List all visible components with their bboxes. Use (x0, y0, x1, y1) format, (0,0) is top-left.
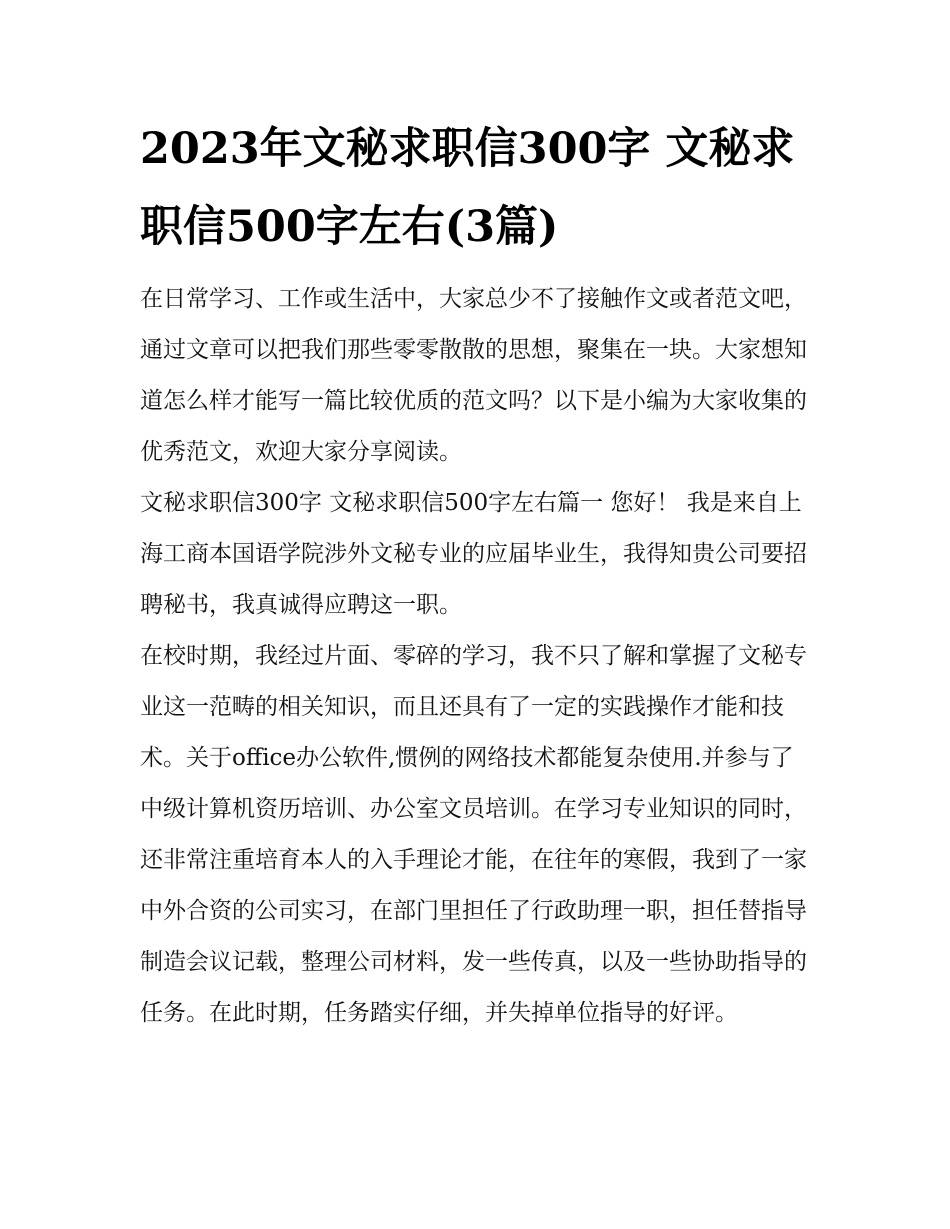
document-body (140, 110, 812, 1039)
school-experience-paragraph: 在校时期，我经过片面、零碎的学习，我不只了解和掌握了文秘专业这一范畴的相关知识，而且还具有了一定的实践操作才能和技术。关于office办公软件,惯例的网络技术都能复杂使用.并参与了中级计算机资历培训、办公室文员培训。在学习专业知识的同时，还非常注重培育本人的入手理论才能，在往年的寒假，我到了一家中外合资的公司实习，在部门里担任了行政助理一职，担任替指导制造会议记载，整理公司材料，发一些传真，以及一些协助指导的任务。在此时期，任务踏实仔细，并失掉单位指导的好评。 (140, 643, 807, 1026)
letter-opening-paragraph: 文秘求职信300字 文秘求职信500字左右篇一 您好！ 我是来自上海工商本国语学院涉外文秘专业的应届毕业生，我得知贵公司要招聘秘书，我真诚得应聘这一职。 (140, 490, 807, 618)
intro-paragraph: 在日常学习、工作或生活中，大家总少不了接触作文或者范文吧，通过文章可以把我们那些零零散散的思想，聚集在一块。大家想知道怎么样才能写一篇比较优质的范文吗？以下是小编为大家收集的优秀范文，欢迎大家分享阅读。 (140, 286, 807, 465)
document-title: 2023年文秘求职信300字 文秘求职信500字左右(3篇) (140, 124, 795, 252)
